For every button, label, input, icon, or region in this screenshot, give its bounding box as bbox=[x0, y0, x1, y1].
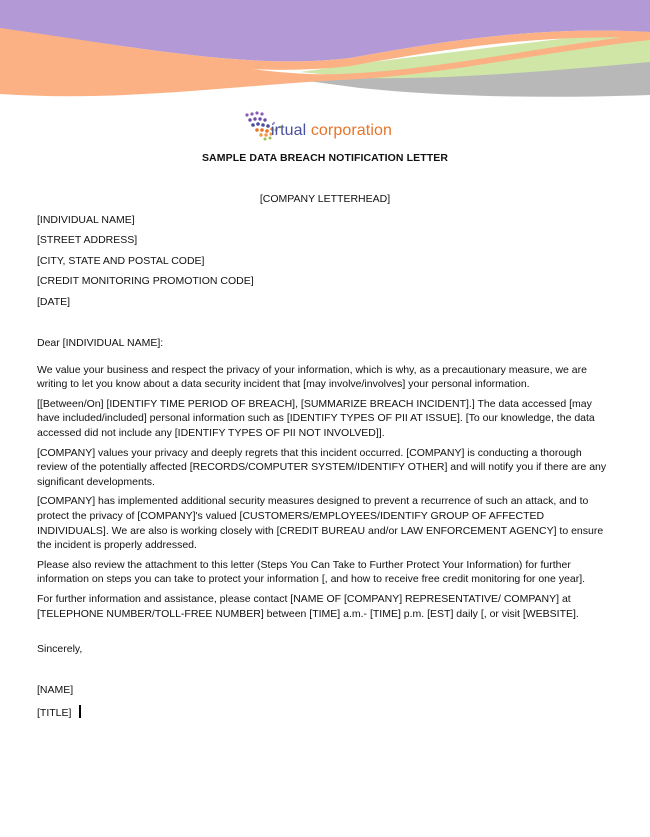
company-letterhead-placeholder: [COMPANY LETTERHEAD] bbox=[259, 193, 391, 205]
address-city-state-postal: [CITY, STATE AND POSTAL CODE] bbox=[37, 255, 205, 267]
signer-title-line[interactable] bbox=[37, 705, 81, 719]
address-promo-code: [CREDIT MONITORING PROMOTION CODE] bbox=[37, 275, 254, 287]
address-street: [STREET ADDRESS] bbox=[37, 234, 138, 246]
salutation: Dear [INDIVIDUAL NAME]: bbox=[37, 337, 164, 349]
closing: Sincerely, bbox=[37, 643, 83, 655]
paragraph-2: [[Between/On] [IDENTIFY TIME PERIOD OF BREACH], [SUMMARIZE BREACH INCIDENT].] The data accessed [may have included/included] personal information such as [IDENTIFY TYPES OF PII AT ISSUE]. [To our knowledge, the data accessed did not include any [IDENTIFY TYPES OF PII NOT INVOLVED]]. bbox=[37, 397, 595, 439]
letter-body bbox=[37, 336, 612, 626]
logo-word-virtual: irtual bbox=[271, 122, 311, 139]
paragraph-3: [COMPANY] values your privacy and deeply regrets that this incident occurred. [COMPANY] is conducting a thorough review of the potentially affected [RECORDS/COMPUTER SYSTEM/IDENTIFY OTHER] and will notify you if there are any significant developments. bbox=[37, 446, 607, 488]
paragraph-1: We value your business and respect the privacy of your information, which is why, as a precautionary measure, we are writing to let you know about a data security incident that [may involve/involves] your personal information. bbox=[37, 363, 587, 391]
text-cursor bbox=[79, 705, 81, 718]
paragraph-5: Please also review the attachment to this letter (Steps You Can Take to Further Protect Your Information) for further information on steps you can take to protect your information [, and how to receive free credit monitoring for one year]. bbox=[37, 558, 586, 586]
address-individual-name: [INDIVIDUAL NAME] bbox=[37, 214, 135, 226]
signer-name: [NAME] bbox=[37, 684, 74, 696]
document-title: SAMPLE DATA BREACH NOTIFICATION LETTER bbox=[201, 152, 449, 164]
address-date: [DATE] bbox=[37, 296, 71, 308]
paragraph-4: [COMPANY] has implemented additional security measures designed to prevent a recurrence of such an attack, and to protect the privacy of [COMPANY]'s valued [CUSTOMERS/EMPLOYEES/IDENTIFY GROUP OF AFFECTED INDIVIDUALS]. We are also is working closely with [CREDIT BUREAU and/or LAW ENFORCEMENT AGENCY] to ensure the incident is properly addressed. bbox=[37, 495, 604, 552]
logo-word-corporation: corporation bbox=[310, 122, 392, 139]
signer-title: [TITLE] bbox=[37, 707, 72, 719]
paragraph-6: For further information and assistance, please contact [NAME OF [COMPANY] REPRESENTATIVE/ COMPANY] at [TELEPHONE NUMBER/TOLL-FREE NUMBER] between [TIME] a.m.- [TIME] p.m. [EST] daily [, or visit [WEBSITE]. bbox=[37, 592, 579, 620]
company-logo-wordmark bbox=[271, 122, 392, 140]
header-wave-decoration bbox=[0, 0, 650, 110]
